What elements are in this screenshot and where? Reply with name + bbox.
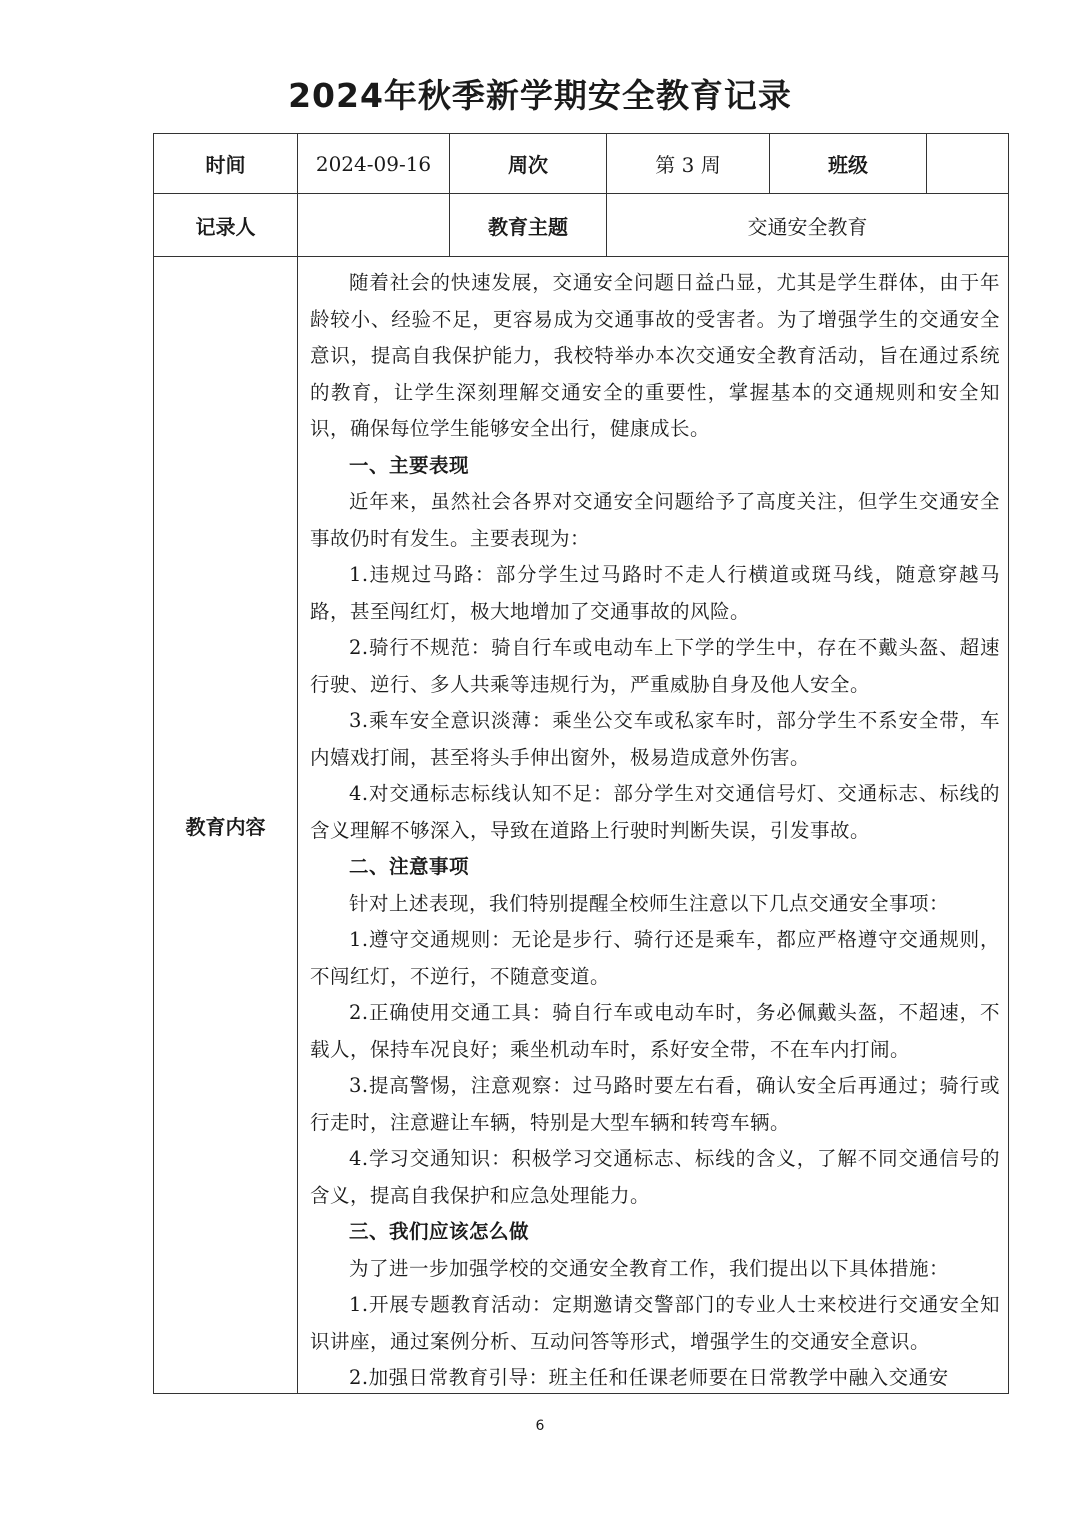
section-intro: 针对上述表现，我们特别提醒全校师生注意以下几点交通安全事项：: [349, 891, 950, 915]
section-heading: 二、注意事项: [349, 855, 470, 878]
list-item: 4.对交通标志标线认知不足：部分学生对交通信号灯、交通标志、标线的含义理解不够深入，导致在道路上行驶时判断失误，引发事故。: [310, 782, 1000, 842]
list-item: 3.乘车安全意识淡薄：乘坐公交车或私家车时，部分学生不系安全带，车内嬉戏打闹，甚至将头手伸出窗外，极易造成意外伤害。: [310, 709, 1000, 769]
content-cell: [298, 257, 1009, 1394]
list-item: 4.学习交通知识：积极学习交通标志、标线的含义，了解不同交通信号的含义，提高自我保护和应急处理能力。: [310, 1147, 1000, 1207]
section-intro: 为了进一步加强学校的交通安全教育工作，我们提出以下具体措施：: [349, 1256, 950, 1280]
list-item: 1.遵守交通规则：无论是步行、骑行还是乘车，都应严格遵守交通规则，不闯红灯，不逆行，不随意变道。: [310, 928, 1000, 988]
time-value: 2024-09-16: [298, 134, 450, 194]
week-value: 第 3 周: [607, 134, 770, 194]
document-title: 2024年秋季新学期安全教育记录: [288, 76, 792, 115]
table-row-content: [154, 257, 1009, 1394]
list-item: 2.加强日常教育引导：班主任和任课老师要在日常教学中融入交通安: [349, 1366, 949, 1389]
table-row-recorder: [154, 194, 1009, 257]
education-content: [298, 257, 1008, 1393]
recorder-label: 记录人: [154, 194, 298, 257]
safety-record-table: [153, 133, 1009, 1394]
intro-paragraph: 随着社会的快速发展，交通安全问题日益凸显，尤其是学生群体，由于年龄较小、经验不足，更容易成为交通事故的受害者。为了增强学生的交通安全意识，提高自我保护能力，我校特举办本次交通安全教育活动，旨在通过系统的教育，让学生深刻理解交通安全的重要性，掌握基本的交通规则和安全知识，确保每位学生能够安全出行，健康成长。: [310, 271, 1000, 440]
page-number: 6: [535, 1418, 545, 1434]
topic-value: 交通安全教育: [607, 194, 1009, 257]
time-label: 时间: [154, 134, 298, 194]
list-item: 1.违规过马路：部分学生过马路时不走人行横道或斑马线，随意穿越马路，甚至闯红灯，极大地增加了交通事故的风险。: [310, 563, 1000, 623]
topic-label: 教育主题: [450, 194, 607, 257]
list-item: 3.提高警惕，注意观察：过马路时要左右看，确认安全后再通过；骑行或行走时，注意避让车辆，特别是大型车辆和转弯车辆。: [310, 1074, 1000, 1134]
content-label: 教育内容: [154, 257, 298, 1394]
class-value: [927, 134, 1009, 194]
list-item: 2.骑行不规范：骑自行车或电动车上下学的学生中，存在不戴头盔、超速行驶、逆行、多人共乘等违规行为，严重威胁自身及他人安全。: [310, 636, 1000, 696]
list-item: 2.正确使用交通工具：骑自行车或电动车时，务必佩戴头盔，不超速，不载人，保持车况良好；乘坐机动车时，系好安全带，不在车内打闹。: [310, 1001, 1000, 1061]
table-row-time: [154, 134, 1009, 194]
section-heading: 一、主要表现: [349, 453, 470, 477]
week-label: 周次: [450, 134, 607, 194]
list-item: 1.开展专题教育活动：定期邀请交警部门的专业人士来校进行交通安全知识讲座，通过案例分析、互动问答等形式，增强学生的交通安全意识。: [310, 1293, 1000, 1353]
section-heading: 三、我们应该怎么做: [349, 1220, 530, 1243]
recorder-value: [298, 194, 450, 257]
class-label: 班级: [770, 134, 927, 194]
section-intro: 近年来，虽然社会各界对交通安全问题给予了高度关注，但学生交通安全事故仍时有发生。主要表现为：: [310, 490, 1000, 550]
